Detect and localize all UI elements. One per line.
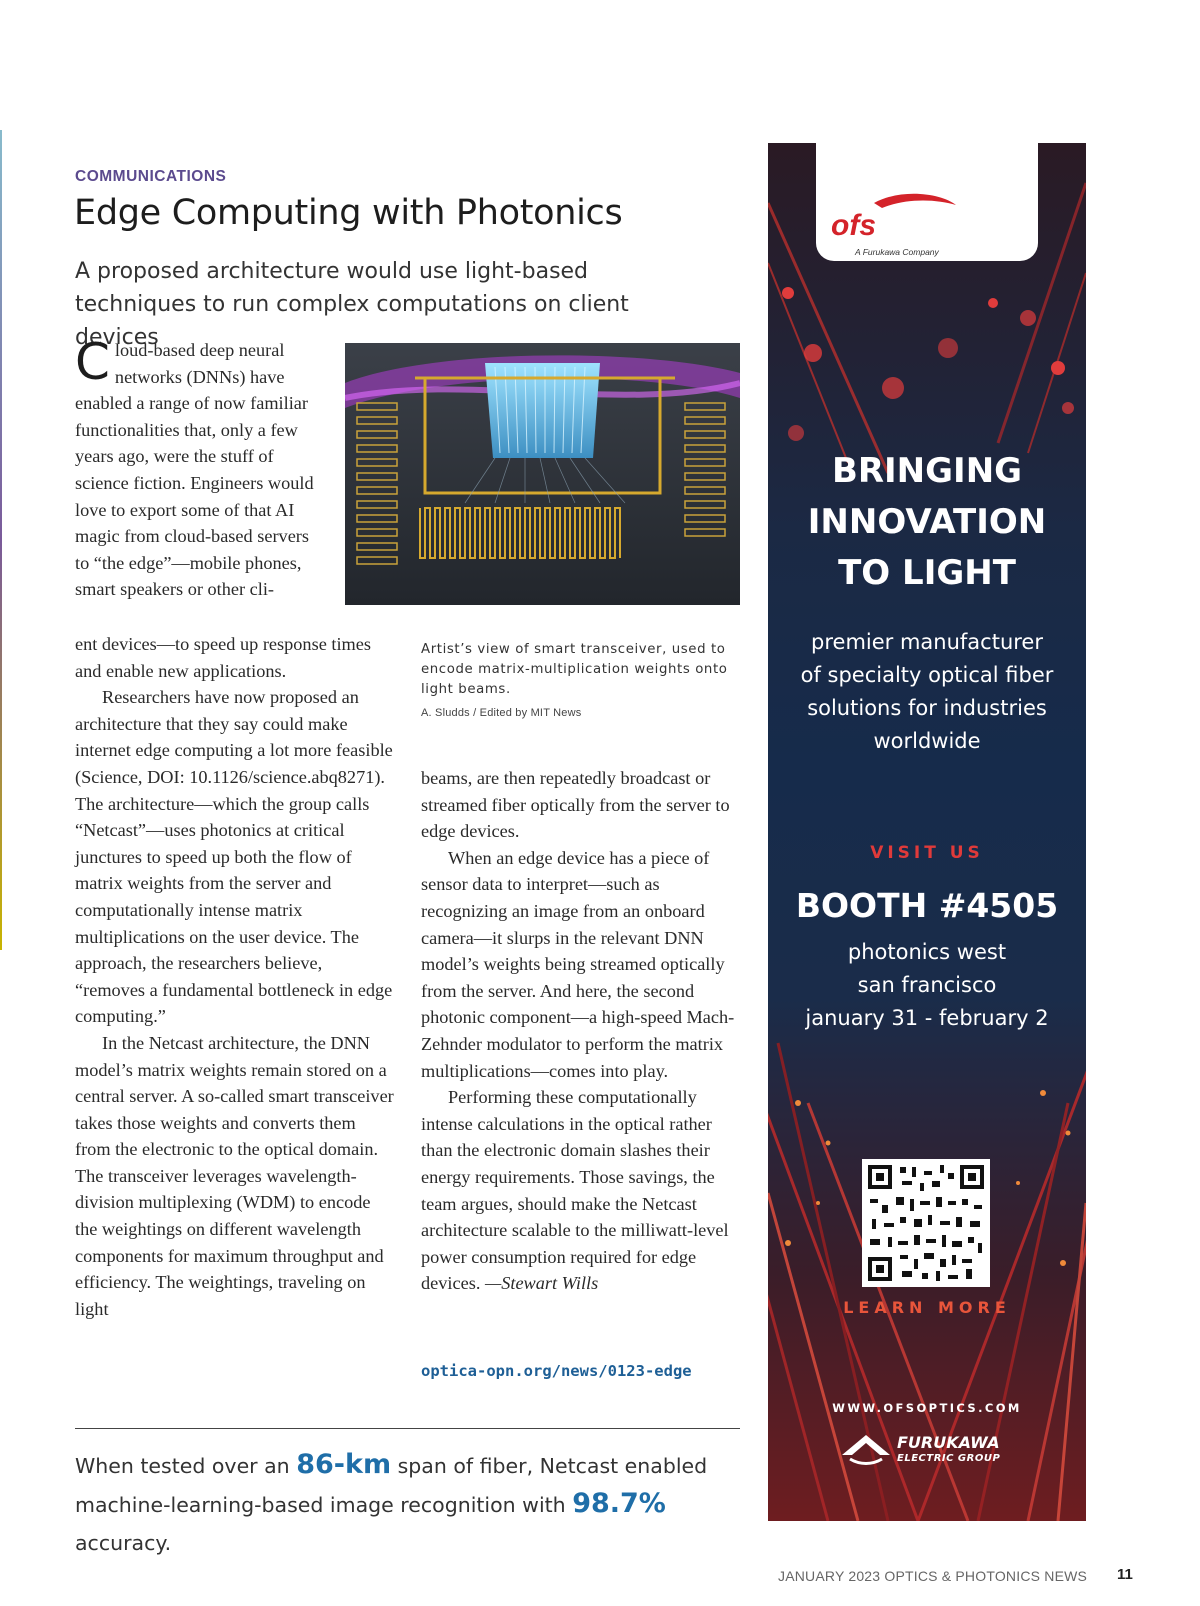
furukawa-brand-name: FURUKAWA — [897, 1433, 1000, 1452]
page-number: 11 — [1117, 1566, 1133, 1583]
booth-number: BOOTH #4505 — [795, 886, 1059, 925]
drop-cap: C — [75, 333, 110, 391]
issue-footer: JANUARY 2023 OPTICS & PHOTONICS NEWS — [778, 1568, 1088, 1584]
pull-quote-text-3: accuracy. — [75, 1531, 172, 1555]
page-edge-strip — [0, 130, 2, 950]
furukawa-logo-icon — [840, 1433, 892, 1467]
learn-more-button[interactable]: LEARN MORE — [843, 1298, 1011, 1317]
ad-headline — [768, 446, 1086, 599]
ofs-logo-panel — [816, 143, 1038, 261]
body-paragraph-2: Researchers have now proposed an architecture that they say could make internet edge computing a lot more feasible (Science, DOI: 10.1126/science.abq8271). The architecture—which the group calls “Netcast”—uses photonics at critical junctures to speed up both the flow of matrix weights from the server and computationally intense matrix multiplications on the user device. The approach, the researchers believe, “removes a fundamental bottleneck in edge computing.” — [75, 687, 393, 1027]
ad-description-line: solutions for industries — [807, 696, 1047, 720]
author-byline: —Stewart Wills — [484, 1273, 599, 1294]
article-deck: A proposed architecture would use light-based techniques to run complex computations on client devices — [75, 259, 629, 350]
ofs-advertisement[interactable] — [768, 143, 1086, 1521]
body-paragraph-6 — [421, 1084, 743, 1297]
body-paragraph-6-text: Performing these computationally intense calculations in the optical rather than the electronic domain slashes their energy requirements. Those savings, the team argues, should make the Netcast architecture scalable to the milliwatt-level power consumption required for edge devices. — [421, 1087, 729, 1294]
ad-headline-line: INNOVATION — [807, 502, 1047, 542]
section-label: COMMUNICATIONS — [75, 168, 227, 185]
event-line: january 31 - february 2 — [805, 1006, 1049, 1030]
ofs-website-link[interactable]: WWW.OFSOPTICS.COM — [832, 1401, 1022, 1415]
column-1-intro — [75, 333, 325, 603]
ofs-tagline: A Furukawa Company — [855, 247, 939, 257]
ofs-logo-icon — [816, 143, 1038, 261]
body-paragraph-4: beams, are then repeatedly broadcast or streamed fiber optically from the server to edge devices. — [421, 768, 730, 842]
ofs-wordmark: ofs — [831, 209, 876, 242]
event-line: photonics west — [847, 940, 1007, 964]
pull-quote — [75, 1446, 755, 1562]
event-details — [768, 936, 1086, 1035]
column-2-body — [421, 765, 743, 1297]
visit-us-label: VISIT US — [870, 843, 984, 863]
furukawa-brand-subline: ELECTRIC GROUP — [897, 1453, 1001, 1464]
pull-quote-text-1: When tested over an — [75, 1454, 297, 1478]
article-title: Edge Computing with Photonics — [74, 193, 623, 233]
transceiver-illustration — [345, 343, 740, 605]
ad-description — [768, 626, 1086, 758]
column-1-body — [75, 631, 395, 1322]
image-credit: A. Sludds / Edited by MIT News — [421, 707, 582, 719]
article-link[interactable]: optica-opn.org/news/0123-edge — [421, 1362, 692, 1380]
body-paragraph-5: When an edge device has a piece of sensor data to interpret—such as recognizing an image from an onboard camera—it slurps in the relevant DNN model’s weights being streamed optically from the server. And here, the second photonic component—a high-speed Mach-Zehnder modulator to perform the matrix multiplications—comes into play. — [421, 847, 735, 1081]
pull-quote-text-2: span of fiber, Netcast enabled machine-learning-based image recognition with — [75, 1454, 708, 1517]
ad-description-line: of specialty optical fiber — [800, 663, 1054, 687]
body-paragraph-3: In the Netcast architecture, the DNN model’s matrix weights remain stored on a central server. A so-called smart transceiver takes those weights and converts them from the electronic to the optical domain. The transceiver leverages wavelength-division multiplexing (WDM) to encode the weightings on different wavelength components for maximum throughput and efficiency. The weightings, traveling on light — [75, 1032, 394, 1319]
ad-headline-line: BRINGING — [831, 451, 1023, 491]
event-line: san francisco — [857, 973, 997, 997]
ad-description-line: premier manufacturer — [811, 630, 1043, 654]
pull-quote-value-accuracy: 98.7% — [572, 1488, 666, 1519]
image-caption: Artist’s view of smart transceiver, used to encode matrix-multiplication weights onto light beams. — [421, 642, 728, 697]
callout-divider — [75, 1428, 740, 1429]
intro-paragraph: loud-based deep neural networks (DNNs) have enabled a range of now familiar functionalities that, only a few years ago, were the stuff of science fiction. Engineers would love to export some of that AI magic from cloud-based servers to “the edge”—mobile phones, smart speakers or other cli- — [75, 340, 314, 600]
ad-description-line: worldwide — [873, 729, 981, 753]
qr-code[interactable] — [862, 1159, 990, 1287]
ad-headline-line: TO LIGHT — [838, 553, 1016, 593]
intro-paragraph-end: ent devices—to speed up response times and enable new applications. — [75, 634, 371, 681]
pull-quote-value-distance: 86-km — [296, 1449, 392, 1480]
